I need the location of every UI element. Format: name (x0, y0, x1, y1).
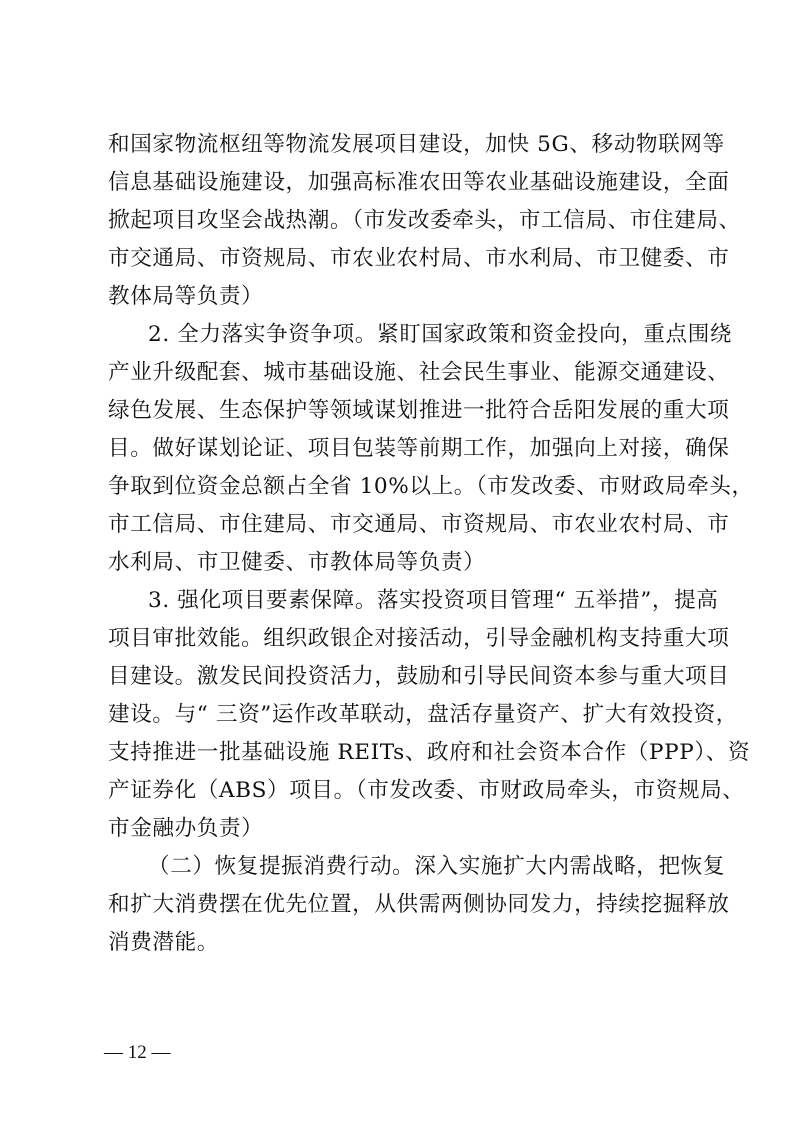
text-line: 市工信局、市住建局、市交通局、市资规局、市农业农村局、市 (108, 512, 730, 537)
text-line: 产证券化（ABS）项目。（市发改委、市财政局牵头，市资规局、 (108, 778, 745, 803)
text-line: 教体局等负责） (108, 284, 264, 309)
text-line: 3. 强化项目要素保障。落实投资项目管理“ 五举措”，提高 (148, 588, 719, 613)
text-line: 支持推进一批基础设施 REITs、政府和社会资本合作（PPP）、资 (108, 740, 751, 765)
text-line: 水利局、市卫健委、市教体局等负责） (108, 550, 486, 575)
paragraph (108, 582, 751, 848)
page-number: — 12 — (104, 1042, 171, 1063)
text-line: 市交通局、市资规局、市农业农村局、市水利局、市卫健委、市 (108, 246, 730, 271)
paragraph (108, 848, 730, 962)
text-line: 掀起项目攻坚会战热潮。（市发改委牵头，市工信局、市住建局、 (108, 208, 741, 233)
paragraph (108, 126, 741, 316)
text-line: 和扩大消费摆在优先位置，从供需两侧协同发力，持续挖掘释放 (108, 892, 730, 917)
text-line: 目。做好谋划论证、项目包装等前期工作，加强向上对接，确保 (108, 436, 730, 461)
text-line: 建设。与“ 三资”运作改革联动，盘活存量资产、扩大有效投资， (108, 702, 738, 727)
text-line: 项目审批效能。组织政银企对接活动，引导金融机构支持重大项 (108, 626, 730, 651)
text-line: 目建设。激发民间投资活力，鼓励和引导民间资本参与重大项目 (108, 664, 730, 689)
text-line: （二）恢复提振消费行动。深入实施扩大内需战略，把恢复 (148, 854, 726, 879)
text-line: 产业升级配套、城市基础设施、社会民生事业、能源交通建设、 (108, 360, 730, 385)
paragraph (108, 316, 754, 582)
text-line: 和国家物流枢纽等物流发展项目建设，加快 5G、移动物联网等 (108, 132, 725, 157)
text-line: 消费潜能。 (108, 930, 219, 955)
text-line: 绿色发展、生态保护等领域谋划推进一批符合岳阳发展的重大项 (108, 398, 730, 423)
text-line: 市金融办负责） (108, 816, 264, 841)
body-text (108, 126, 754, 962)
text-line: 信息基础设施建设，加强高标准农田等农业基础设施建设，全面 (108, 170, 730, 195)
text-line: 争取到位资金总额占全省 10%以上。（市发改委、市财政局牵头， (108, 474, 754, 499)
text-line: 2. 全力落实争资争项。紧盯国家政策和资金投向，重点围绕 (148, 322, 733, 347)
